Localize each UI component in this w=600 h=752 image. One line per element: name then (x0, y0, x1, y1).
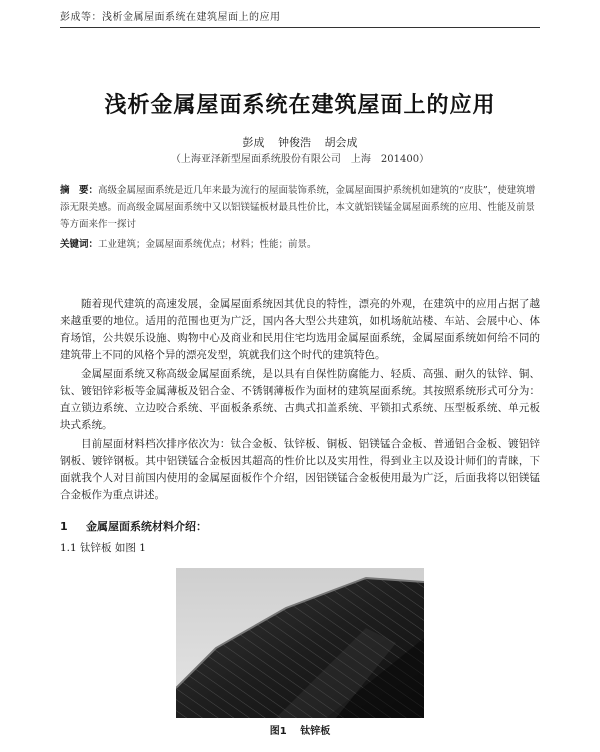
author-name: 胡会成 (324, 136, 358, 149)
abstract (60, 182, 540, 233)
paragraph: 金属屋面系统又称高级金属屋面系统，是以具有自保性防腐能力、轻质、高强、耐久的钛锌、铜、钛、镀铝锌彩板等金属薄板及铝合金、不锈钢薄板作为面材的建筑屋面系统。其按照系统形式可分为：直立锁边系统、立边咬合系统、平面板条系统、古典式扣盖系统、平锁扣式系统、压型板系统、单元板块式系统。 (60, 368, 540, 431)
keywords-label: 关键词： (60, 239, 99, 250)
keywords (60, 236, 540, 250)
section-heading (60, 518, 540, 534)
abstract-label: 摘 要： (60, 185, 99, 196)
paragraph: 随着现代建筑的高速发展，金属屋面系统因其优良的特性，漂亮的外观，在建筑中的应用占据了越来越重要的地位。适用的范围也更为广泛，国内各大型公共建筑，如机场航站楼、车站、会展中心、体育场馆，公共娱乐设施、购物中心及商业和民用住宅均选用金属屋面系统，金属屋面系统如何给不同的建筑带上不同的风格个异的漂亮发型，筑就我们这个时代的建筑特色。 (60, 298, 540, 361)
abstract-text: 高级金属屋面系统是近几年来最为流行的屋面装饰系统，金属屋面围护系统机如建筑的“皮肤”，使建筑增添无限美感。而高级金属屋面系统中又以铝镁锰板材最具性价比，本文就铝镁锰金属屋面系统的应用、性能及前景等方面来作一探讨 (60, 185, 536, 230)
paper-title: 浅析金属屋面系统在建筑屋面上的应用 (104, 93, 496, 118)
subsection-heading: 1.1 钛锌板 如图 1 (60, 542, 146, 554)
keywords-text: 工业建筑；金属屋面系统优点；材料；性能；前景。 (98, 239, 317, 250)
paragraph: 目前屋面材料档次排序依次为：钛合金板、钛锌板、铜板、铝镁锰合金板、普通铝合金板、镀铝锌钢板、镀锌钢板。其中铝镁锰合金板因其超高的性价比以及实用性，得到业主以及设计师们的青睐，下面就我个人对目前国内使用的金属屋面板作个介绍，因铝镁锰合金板使用最为广泛，后面我将以铝镁锰合金板作为重点讲述。 (60, 438, 540, 501)
section-number: 1 (60, 520, 68, 533)
figure-caption (0, 722, 600, 737)
body-text (60, 296, 540, 506)
caption-label: 图1 (269, 726, 287, 737)
section-title: 金属屋面系统材料介绍： (86, 520, 207, 533)
author-list (0, 134, 600, 150)
running-head: 彭成等：浅析金属屋面系统在建筑屋面上的应用 (60, 8, 540, 28)
caption-text: 钛锌板 (300, 726, 331, 737)
figure-image (176, 568, 424, 718)
author-name: 彭成 (242, 136, 265, 149)
author-name: 钟俊浩 (278, 136, 311, 149)
affiliation: （上海亚泽新型屋面系统股份有限公司 上海 201400） (170, 154, 430, 165)
